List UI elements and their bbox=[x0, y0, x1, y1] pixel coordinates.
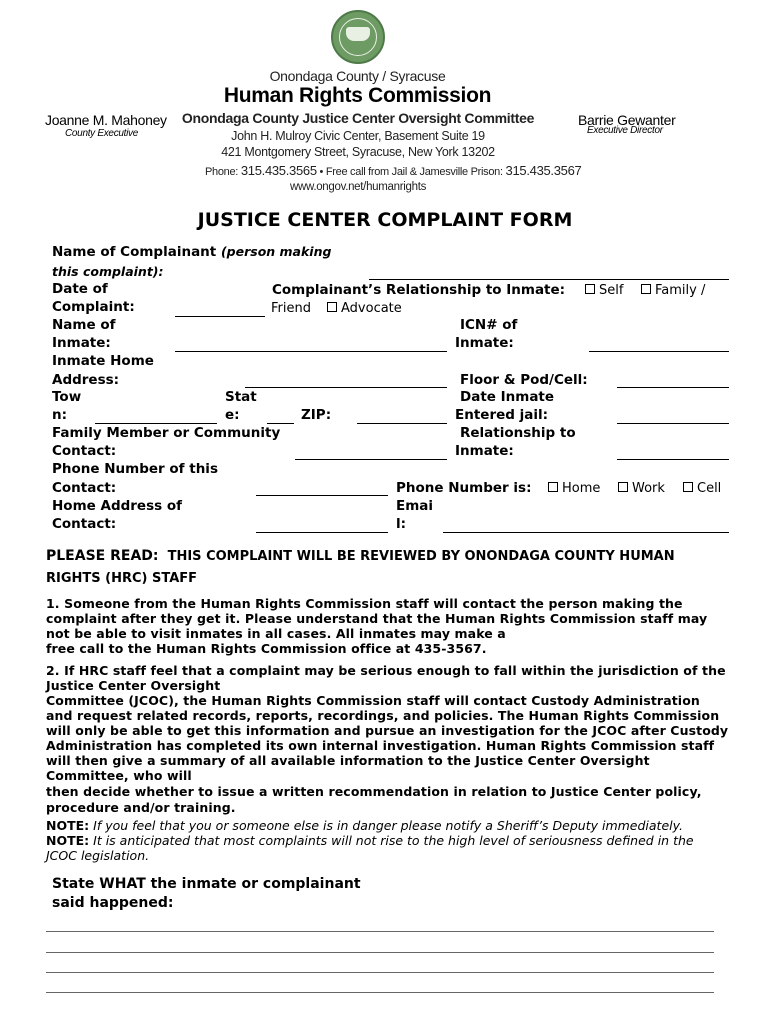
contact-address-label: Home Address of bbox=[52, 498, 183, 514]
checkbox-icon bbox=[548, 482, 558, 492]
complainant-label: Name of Complainant (person making bbox=[52, 244, 332, 260]
phone-type-label: Phone Number is: bbox=[396, 480, 532, 496]
checkbox-icon bbox=[618, 482, 628, 492]
entered-jail-field[interactable] bbox=[617, 423, 729, 424]
town-field[interactable] bbox=[95, 423, 217, 424]
relationship-to-inmate-label-2: Inmate: bbox=[455, 443, 514, 459]
work-phone-option[interactable]: Work bbox=[618, 481, 665, 496]
state-label-2: e: bbox=[225, 407, 240, 423]
statement-label: State WHAT the inmate or complainant bbox=[52, 876, 361, 892]
please-read-label: PLEASE READ: bbox=[46, 548, 159, 564]
contact-address-label-2: Contact: bbox=[52, 516, 117, 532]
statement-line[interactable] bbox=[46, 931, 714, 932]
please-read-heading bbox=[46, 545, 675, 564]
family-contact-label: Family Member or Community bbox=[52, 425, 281, 441]
free-call-number: 315.435.3567 bbox=[505, 163, 582, 178]
note-2-continued: JCOC legislation. bbox=[46, 848, 150, 863]
please-read-text: THIS COMPLAINT WILL BE REVIEWED BY ONONDAGA COUNTY HUMAN bbox=[167, 549, 675, 564]
bullet: • bbox=[319, 166, 324, 178]
form-title: JUSTICE CENTER COMPLAINT FORM bbox=[197, 209, 573, 231]
paragraph-2: 2. If HRC staff feel that a complaint may be serious enough to fall within the jurisdiction of the Justice Center Oversight Committee (JCOC), the Human Rights Commission staff will contact Custody Administration and request related records, reports, recordings, and policies. The Human Rights Commission will only be able to get this information and pursue an investigation for the JCOC after Custody Administration has completed its own internal investigation. Human Rights Commission staff will then give a summary of all available information to the Justice Center Oversight Committee, who will then decide whether to issue a written recommendation in relation to Justice Center policy, procedure and/or training. bbox=[46, 663, 729, 815]
relationship-to-inmate-label: Relationship to bbox=[460, 425, 576, 441]
checkbox-icon bbox=[585, 284, 595, 294]
icn-label-2: Inmate: bbox=[455, 335, 514, 351]
paragraph-1: 1. Someone from the Human Rights Commission staff will contact the person making the complaint after they get it. Please understand that the Human Rights Commission staff may not be able to visit inmates in all cases. All inmates may make a free call to the Human Rights Commission office at 435-3567. bbox=[46, 596, 708, 656]
relationship-label: Complainant’s Relationship to Inmate: bbox=[272, 282, 566, 298]
town-label: Tow bbox=[52, 389, 82, 405]
self-option[interactable]: Self bbox=[585, 283, 623, 298]
complaint-date-field[interactable] bbox=[175, 316, 265, 317]
note-2: NOTE: It is anticipated that most complaints will not rise to the high level of seriousness defined in the bbox=[46, 833, 694, 848]
friend-option[interactable]: Friend bbox=[271, 301, 311, 316]
inmate-home-address-field[interactable] bbox=[245, 387, 447, 388]
county-executive-title: County Executive bbox=[65, 128, 139, 139]
address-line1: John H. Mulroy Civic Center, Basement Suite 19 bbox=[231, 129, 485, 143]
email-label-2: l: bbox=[396, 516, 407, 532]
icn-field[interactable] bbox=[589, 351, 729, 352]
county-seal-icon bbox=[331, 10, 385, 64]
checkbox-icon bbox=[683, 482, 693, 492]
floor-pod-cell-field[interactable] bbox=[617, 387, 729, 388]
checkbox-icon bbox=[327, 302, 337, 312]
home-address-label: Inmate Home bbox=[52, 353, 154, 369]
county-executive-name: Joanne M. Mahoney bbox=[45, 112, 167, 128]
complainant-hint: this complaint): bbox=[52, 264, 164, 279]
inmate-name-label: Name of bbox=[52, 317, 116, 333]
cell-phone-option[interactable]: Cell bbox=[683, 481, 721, 496]
phone-label: Phone: bbox=[205, 166, 239, 178]
entered-jail-label: Entered jail: bbox=[455, 407, 549, 423]
note-1: NOTE: If you feel that you or someone else is in danger please notify a Sheriff’s Deputy immediately. bbox=[46, 818, 684, 833]
relationship-to-inmate-field[interactable] bbox=[617, 459, 729, 460]
complainant-name-field[interactable] bbox=[369, 279, 729, 280]
committee-name: Onondaga County Justice Center Oversight Committee bbox=[181, 110, 535, 126]
advocate-option[interactable]: Advocate bbox=[327, 301, 402, 316]
contact-address-field[interactable] bbox=[256, 532, 388, 533]
town-label-2: n: bbox=[52, 407, 68, 423]
contact-phone-field[interactable] bbox=[256, 495, 388, 496]
home-phone-option[interactable]: Home bbox=[548, 481, 600, 496]
org-line1: Onondaga County / Syracuse bbox=[269, 68, 446, 84]
email-field[interactable] bbox=[443, 532, 729, 533]
floor-pod-cell-label: Floor & Pod/Cell: bbox=[460, 372, 588, 388]
home-address-label-2: Address: bbox=[52, 372, 120, 388]
family-contact-label-2: Contact: bbox=[52, 443, 117, 459]
icn-label: ICN# of bbox=[460, 317, 518, 333]
address-line2: 421 Montgomery Street, Syracuse, New York 13202 bbox=[221, 145, 495, 159]
statement-line[interactable] bbox=[46, 992, 714, 993]
date-inmate-label: Date Inmate bbox=[460, 389, 555, 405]
family-contact-field[interactable] bbox=[295, 459, 447, 460]
statement-label-2: said happened: bbox=[52, 895, 174, 911]
zip-field[interactable] bbox=[357, 423, 447, 424]
contact-phone-label-2: Contact: bbox=[52, 480, 117, 496]
free-call-label: Free call from Jail & Jamesville Prison: bbox=[325, 166, 503, 178]
checkbox-icon bbox=[641, 284, 651, 294]
zip-label: ZIP: bbox=[301, 407, 332, 423]
website: www.ongov.net/humanrights bbox=[289, 181, 427, 193]
inmate-name-label-2: Inmate: bbox=[52, 335, 111, 351]
executive-director-title: Executive Director bbox=[587, 125, 663, 136]
phone-number: 315.435.3565 bbox=[240, 163, 317, 178]
date-label: Date of bbox=[52, 281, 108, 297]
date-label-2: Complaint: bbox=[52, 299, 135, 315]
statement-line[interactable] bbox=[46, 952, 714, 953]
state-field[interactable] bbox=[267, 423, 294, 424]
org-name: Human Rights Commission bbox=[223, 84, 492, 107]
family-option[interactable]: Family / bbox=[641, 283, 705, 298]
statement-line[interactable] bbox=[46, 972, 714, 973]
inmate-name-field[interactable] bbox=[175, 351, 447, 352]
state-label: Stat bbox=[225, 389, 257, 405]
executive-director-name: Barrie Gewanter bbox=[578, 112, 676, 128]
please-read-heading-2: RIGHTS (HRC) STAFF bbox=[46, 571, 198, 586]
phone-line bbox=[205, 163, 581, 178]
contact-phone-label: Phone Number of this bbox=[52, 461, 218, 477]
email-label: Emai bbox=[396, 498, 434, 514]
